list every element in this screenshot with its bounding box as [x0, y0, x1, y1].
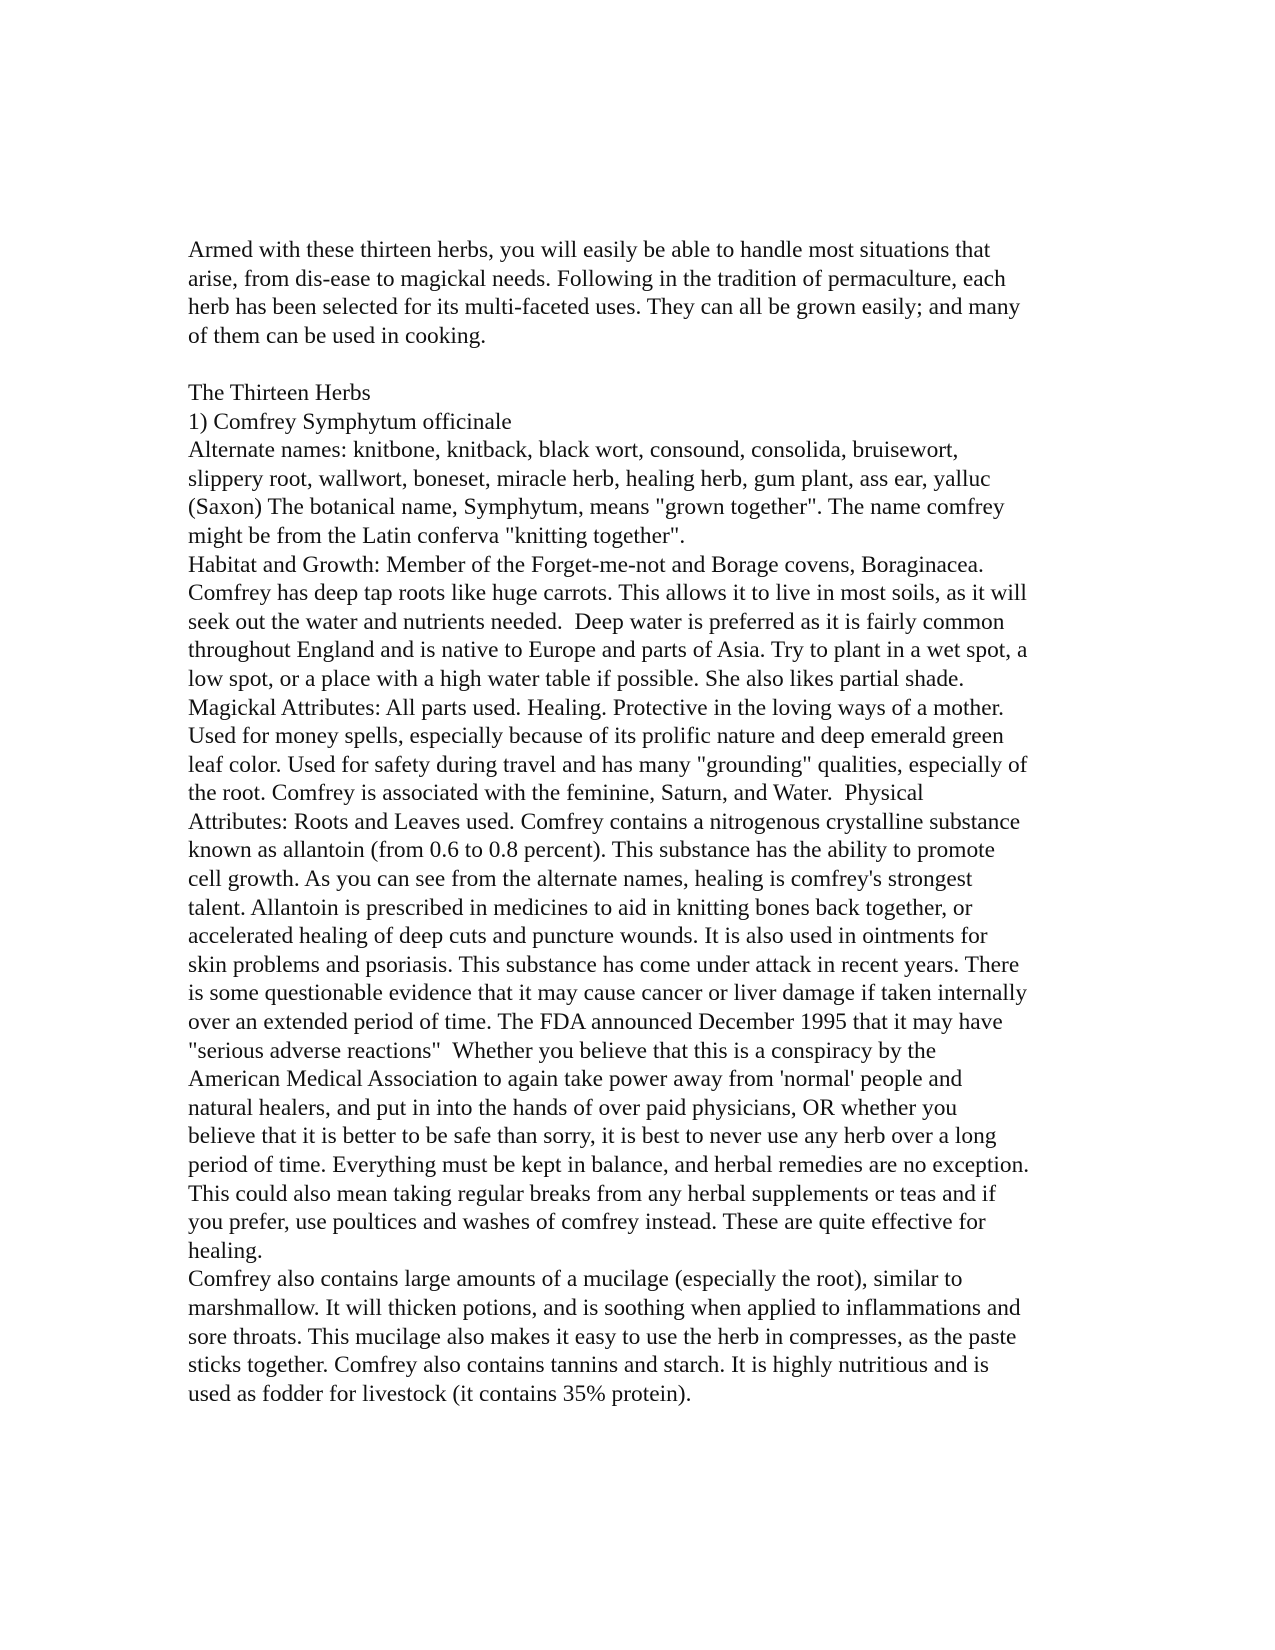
text-line: Attributes: Roots and Leaves used. Comfrey contains a nitrogenous crystalline substance: [188, 808, 1021, 835]
intro-paragraph: [188, 236, 1088, 350]
text-line: Alternate names: knitbone, knitback, black wort, consound, consolida, bruisewort,: [188, 437, 959, 464]
text-line: Magickal Attributes: All parts used. Healing. Protective in the loving ways of a mother.: [188, 694, 1004, 721]
habitat-paragraph: [188, 551, 1088, 694]
text-line: natural healers, and put in into the hands of over paid physicians, OR whether you: [188, 1094, 958, 1121]
text-line: throughout England and is native to Europe and parts of Asia. Try to plant in a wet spot, a: [188, 637, 1028, 664]
alternate-names-paragraph: [188, 436, 1088, 550]
text-line: cell growth. As you can see from the alternate names, healing is comfrey's strongest: [188, 866, 973, 893]
paragraph-spacer: [188, 350, 1088, 379]
section-title: The Thirteen Herbs: [188, 379, 371, 406]
text-line: used as fodder for livestock (it contains 35% protein).: [188, 1380, 692, 1407]
text-line: low spot, or a place with a high water table if possible. She also likes partial shade.: [188, 665, 965, 692]
text-line: the root. Comfrey is associated with the feminine, Saturn, and Water. Physical: [188, 780, 924, 807]
text-line: sticks together. Comfrey also contains tannins and starch. It is highly nutritious and is: [188, 1352, 990, 1379]
text-line: Habitat and Growth: Member of the Forget-me-not and Borage covens, Boraginacea.: [188, 551, 984, 578]
text-line: talent. Allantoin is prescribed in medicines to aid in knitting bones back together, or: [188, 894, 973, 921]
text-line: of them can be used in cooking.: [188, 322, 487, 349]
text-line: accelerated healing of deep cuts and puncture wounds. It is also used in ointments for: [188, 923, 988, 950]
text-line: This could also mean taking regular breaks from any herbal supplements or teas and if: [188, 1180, 997, 1207]
text-line: believe that it is better to be safe than sorry, it is best to never use any herb over a long: [188, 1123, 997, 1150]
text-line: slippery root, wallwort, boneset, miracle herb, healing herb, gum plant, ass ear, yalluc: [188, 465, 991, 492]
text-line: might be from the Latin conferva "knitting together".: [188, 522, 686, 549]
text-line: marshmallow. It will thicken potions, and is soothing when applied to inflammations and: [188, 1294, 1021, 1321]
herb-heading: 1) Comfrey Symphytum officinale: [188, 408, 512, 435]
text-line: over an extended period of time. The FDA announced December 1995 that it may have: [188, 1009, 1003, 1036]
document-body: [188, 236, 1088, 1408]
text-line: Used for money spells, especially because of its prolific nature and deep emerald green: [188, 723, 1004, 750]
text-line: leaf color. Used for safety during travel and has many "grounding" qualities, especially of: [188, 751, 1028, 778]
text-line: you prefer, use poultices and washes of comfrey instead. These are quite effective for: [188, 1209, 986, 1236]
text-line: healing.: [188, 1237, 263, 1264]
text-line: Comfrey also contains large amounts of a mucilage (especially the root), similar to: [188, 1266, 963, 1293]
text-line: "serious adverse reactions" Whether you believe that this is a conspiracy by the: [188, 1037, 937, 1064]
text-line: herb has been selected for its multi-faceted uses. They can all be grown easily; and many: [188, 294, 1021, 321]
text-line: skin problems and psoriasis. This substance has come under attack in recent years. There: [188, 951, 1020, 978]
text-line: known as allantoin (from 0.6 to 0.8 percent). This substance has the ability to promote: [188, 837, 996, 864]
text-line: is some questionable evidence that it may cause cancer or liver damage if taken internally: [188, 980, 1028, 1007]
text-line: Comfrey has deep tap roots like huge carrots. This allows it to live in most soils, as it will: [188, 580, 1027, 607]
text-line: period of time. Everything must be kept in balance, and herbal remedies are no exception.: [188, 1152, 1030, 1178]
text-line: seek out the water and nutrients needed. Deep water is preferred as it is fairly common: [188, 608, 1005, 635]
text-line: (Saxon) The botanical name, Symphytum, means "grown together". The name comfrey: [188, 494, 1005, 521]
attributes-paragraph: [188, 694, 1088, 1266]
mucilage-paragraph: [188, 1265, 1088, 1408]
text-line: Armed with these thirteen herbs, you will easily be able to handle most situations that: [188, 237, 991, 263]
text-line: sore throats. This mucilage also makes it easy to use the herb in compresses, as the paste: [188, 1323, 1017, 1350]
text-line: arise, from dis-ease to magickal needs. Following in the tradition of permaculture, each: [188, 265, 1006, 292]
text-line: American Medical Association to again take power away from 'normal' people and: [188, 1066, 963, 1093]
